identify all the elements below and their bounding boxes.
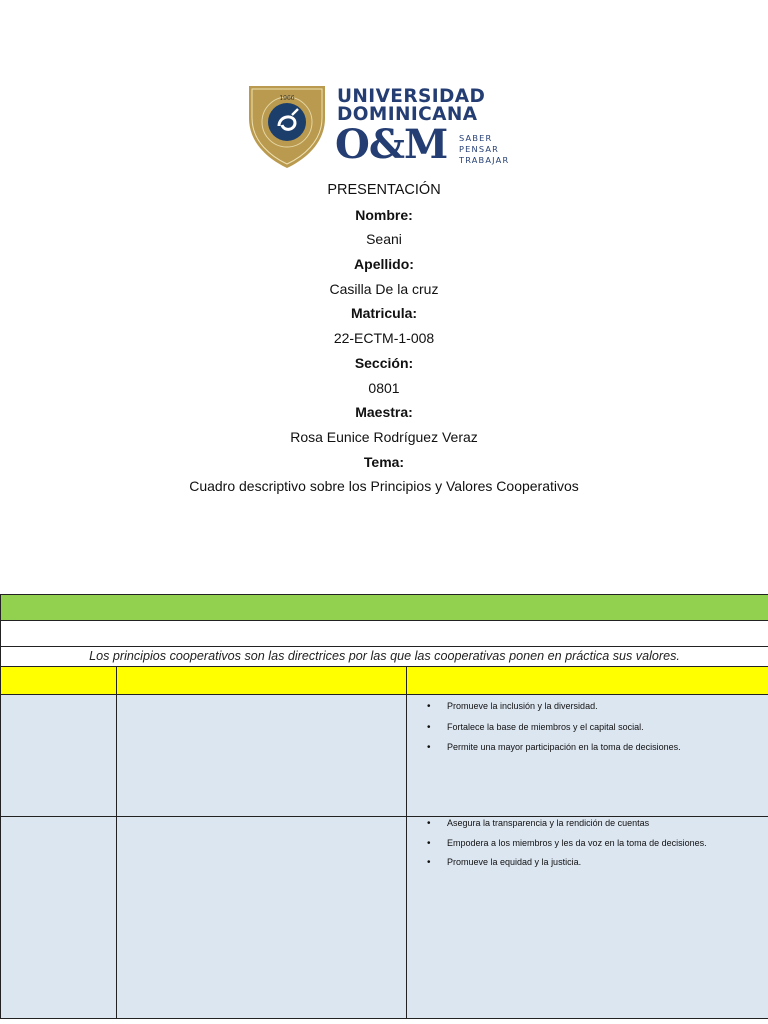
benefits-list bbox=[407, 817, 768, 868]
list-item: • Fortalece la base de miembros y el capital social. bbox=[427, 722, 768, 733]
university-logo bbox=[246, 82, 526, 170]
table-row bbox=[0, 817, 768, 1019]
field-value-maestra: Rosa Eunice Rodríguez Veraz bbox=[290, 428, 478, 445]
field-label-maestra: Maestra: bbox=[355, 404, 413, 421]
table-title-bar bbox=[0, 594, 768, 621]
field-label-apellido: Apellido: bbox=[354, 256, 414, 273]
field-value-apellido: Casilla De la cruz bbox=[329, 280, 439, 297]
table-header-row bbox=[0, 667, 768, 695]
university-name-line1: UNIVERSIDAD bbox=[337, 86, 486, 107]
header-cell bbox=[407, 667, 768, 694]
field-label-tema: Tema: bbox=[363, 453, 405, 470]
list-item: • Promueve la equidad y la justicia. bbox=[427, 857, 768, 868]
list-item: • Promueve la inclusión y la diversidad. bbox=[427, 701, 768, 712]
benefits-list bbox=[407, 695, 768, 753]
table-cell bbox=[1, 695, 117, 816]
list-item: • Asegura la transparencia y la rendición de cuentas bbox=[427, 818, 768, 829]
university-seal-icon bbox=[246, 82, 332, 170]
table-intro-text: Los principios cooperativos son las directrices por las que las cooperativas ponen en práctica sus valores. bbox=[0, 647, 768, 667]
table-row bbox=[0, 695, 768, 817]
list-item: • Permite una mayor participación en la toma de decisiones. bbox=[427, 742, 768, 753]
principles-table bbox=[0, 594, 768, 1019]
table-cell bbox=[117, 695, 407, 816]
cover-heading: PRESENTACIÓN bbox=[327, 182, 441, 198]
list-item: • Empodera a los miembros y les da voz en la toma de decisiones. bbox=[427, 838, 768, 849]
field-value-seccion: 0801 bbox=[368, 379, 400, 396]
table-blank-row bbox=[0, 621, 768, 647]
field-value-nombre: Seani bbox=[366, 231, 402, 248]
field-value-matricula: 22-ECTM-1-008 bbox=[333, 330, 435, 347]
university-name-line2: DOMINICANA bbox=[337, 104, 478, 125]
field-label-nombre: Nombre: bbox=[355, 206, 413, 223]
header-cell bbox=[117, 667, 407, 694]
seal-year: 1966 bbox=[279, 95, 295, 102]
field-value-tema: Cuadro descriptivo sobre los Principios y Valores Cooperativos bbox=[189, 478, 579, 495]
benefits-cell bbox=[407, 817, 768, 1018]
field-label-seccion: Sección: bbox=[354, 354, 414, 371]
table-cell bbox=[117, 817, 407, 1018]
tagline-saber: SABER bbox=[459, 133, 493, 143]
tagline-pensar: PENSAR bbox=[459, 144, 500, 154]
benefits-cell bbox=[407, 695, 768, 816]
cover-page bbox=[0, 178, 768, 499]
header-cell bbox=[1, 667, 117, 694]
field-label-matricula: Matricula: bbox=[350, 305, 418, 322]
table-cell bbox=[1, 817, 117, 1018]
tagline-trabajar: TRABAJAR bbox=[459, 155, 510, 165]
university-monogram: O&M bbox=[335, 121, 448, 168]
